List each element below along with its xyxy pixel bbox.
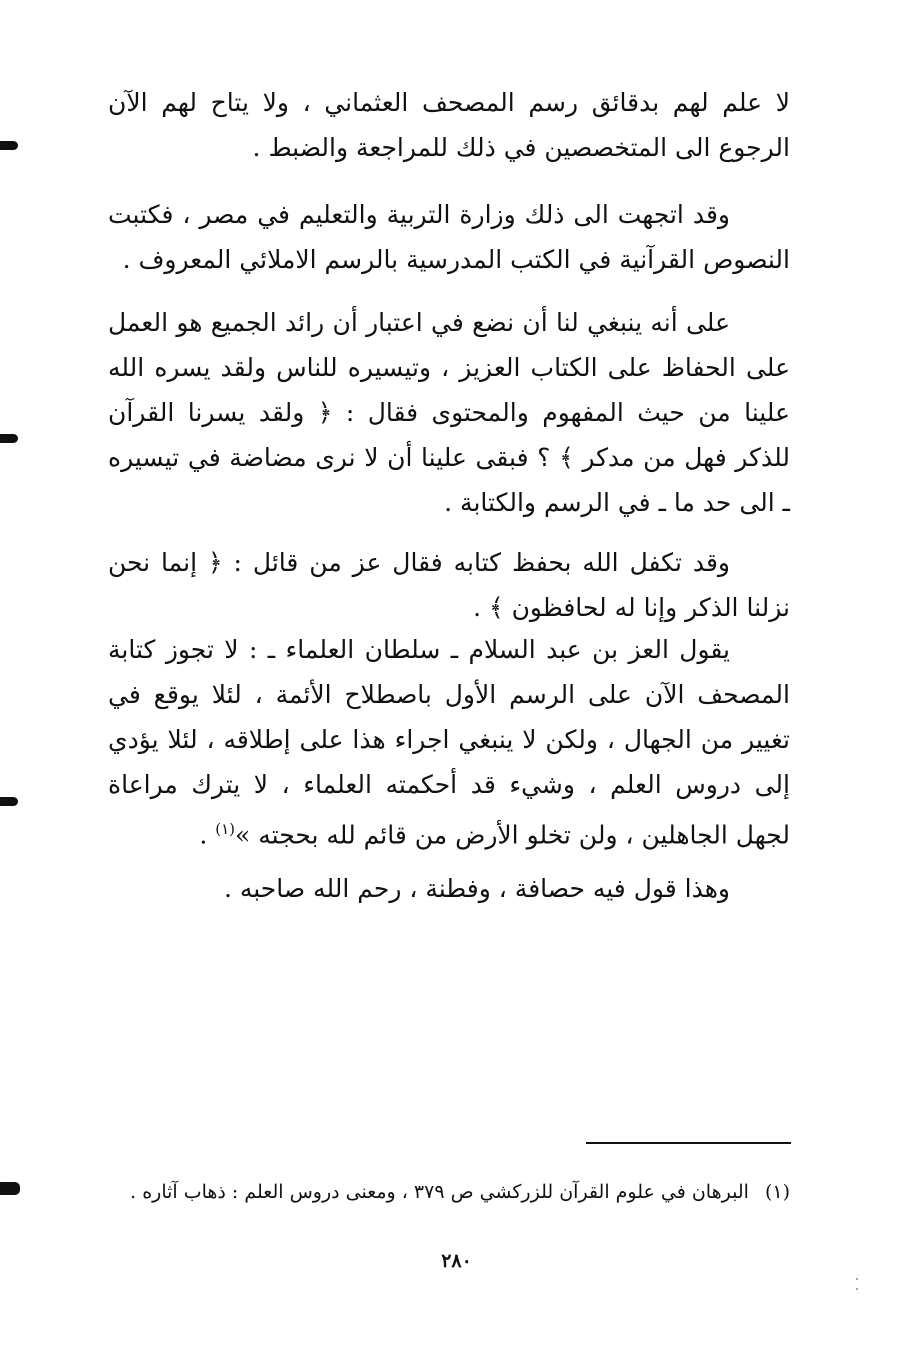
footnote-number: (١) — [764, 1181, 790, 1203]
footnote — [108, 1178, 790, 1206]
footnote-reference: (١) — [215, 820, 236, 838]
paragraph-4: وقد تكفل الله بحفظ كتابه فقال عز من قائل : ﴿ إنما نحن نزلنا الذكر وإنا له لحافظون ﴾ . — [108, 548, 790, 622]
scan-edge-mark — [0, 141, 18, 150]
paragraph-end: . — [199, 820, 216, 850]
footnote-text: البرهان في علوم القرآن للزركشي ص ٣٧٩ ، ومعنى دروس العلم : ذهاب آثاره . — [130, 1181, 749, 1203]
quotation-text: يقول العز بن عبد السلام ـ سلطان العلماء ـ : لا تجوز كتابة المصحف الآن على الرسم الأول باصطلاح الأئمة ، لئلا يوقع في تغيير من الجهال ، ولكن لا ينبغي اجراء هذا على إطلاقه ، لئلا يؤدي إلى دروس العلم ، وشيء قد أحكمته العلماء ، لا يترك مراعاة لجهل الجاهلين ، ولن تخلو الأرض من قائم لله بحجته » — [108, 635, 790, 850]
scan-edge-mark — [0, 797, 18, 806]
scan-speck — [856, 1278, 858, 1280]
paragraph-5 — [108, 627, 790, 857]
paragraph-6: وهذا قول فيه حصافة ، وفطنة ، رحم الله صاحبه . — [223, 874, 730, 903]
scan-speck — [856, 1288, 858, 1290]
footnote-separator — [586, 1142, 791, 1144]
paragraph-2: وقد اتجهت الى ذلك وزارة التربية والتعليم في مصر ، فكتبت النصوص القرآنية في الكتب المدرسية بالرسم الاملائي المعروف . — [108, 200, 790, 274]
scan-edge-mark — [0, 1182, 20, 1195]
paragraph-3: على أنه ينبغي لنا أن نضع في اعتبار أن رائد الجميع هو العمل على الحفاظ على الكتاب العزيز ، وتيسيره للناس ولقد يسره الله علينا من حيث المفهوم والمحتوى فقال : ﴿ ولقد يسرنا القرآن للذكر فهل من مدكر ﴾ ؟ فبقى علينا أن لا نرى مضاضة في تيسيره ـ الى حد ما ـ في الرسم والكتابة . — [108, 308, 790, 517]
scan-edge-mark — [0, 434, 18, 443]
paragraph-1: لا علم لهم بدقائق رسم المصحف العثماني ، ولا يتاح لهم الآن الرجوع الى المتخصصين في ذلك للمراجعة والضبط . — [108, 88, 790, 162]
page-number: ٢٨٠ — [441, 1250, 472, 1272]
